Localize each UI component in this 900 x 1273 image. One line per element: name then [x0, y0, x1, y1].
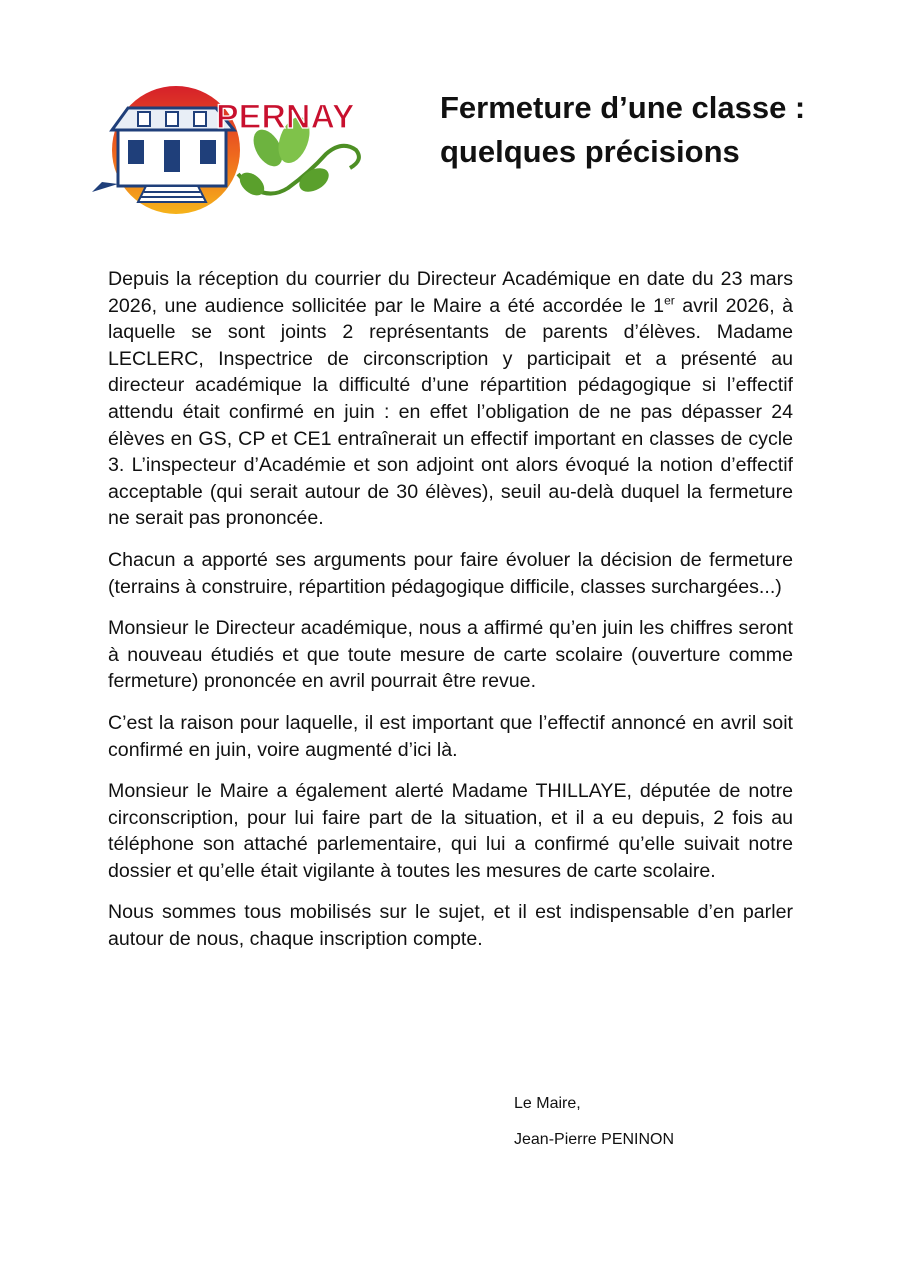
- letter-body: [108, 266, 793, 968]
- signature-block: [514, 1086, 674, 1158]
- pernay-logo-graphic: [88, 84, 368, 220]
- paragraph-4: C’est la raison pour laquelle, il est important que l’effectif annoncé en avril soit confirmé en juin, voire augmenté d’ici là.: [108, 711, 793, 761]
- logo-text: PERNAY: [216, 98, 355, 136]
- paragraph-6: Nous sommes tous mobilisés sur le sujet, et il est indispensable d’en parler autour de nous, chaque inscription compte.: [108, 901, 793, 951]
- paragraph-1-start: Depuis la réception du courrier du Directeur Académique en date du 23 mars 2026, une audience sollicitée par le Maire a été accordée le 1: [108, 268, 793, 317]
- signature-role: Le Maire,: [514, 1095, 581, 1112]
- signature-name: Jean-Pierre PENINON: [514, 1131, 675, 1148]
- paragraph-5: Monsieur le Maire a également alerté Madame THILLAYE, députée de notre circonscription, pour lui faire part de la situation, et il a eu depuis, 2 fois au téléphone son attaché parlementaire, qui lui a confirmé qu’elle suivait notre dossier et qu’elle était vigilante à toutes les mesures de carte scolaire.: [108, 780, 793, 882]
- page-title: Fermeture d’une classe : quelques précisions: [440, 90, 806, 169]
- pernay-logo: [88, 84, 368, 220]
- paragraph-2: Chacun a apporté ses arguments pour faire évoluer la décision de fermeture (terrains à construire, répartition pédagogique difficile, classes surchargées...): [108, 548, 793, 598]
- paragraph-1-superscript: er: [664, 293, 675, 308]
- paragraph-1-end: avril 2026, à laquelle se sont joints 2 représentants de parents d’élèves. Madame LECLERC, Inspectrice de circonscription y participait et a présenté au directeur académique la difficulté d’une répartition pédagogique si l’effectif attendu était confirmé en juin : en effet l’obligation de ne pas dépasser 24 élèves en GS, CP et CE1 entraînerait un effectif important en classes de cycle 3. L’inspecteur d’Académie et son adjoint ont alors évoqué la notion d’effectif acceptable (qui serait autour de 30 élèves), seuil au-delà duquel la fermeture ne serait pas prononcée.: [108, 294, 794, 530]
- paragraph-1: [108, 266, 793, 532]
- paragraph-3: Monsieur le Directeur académique, nous a affirmé qu’en juin les chiffres seront à nouveau étudiés et que toute mesure de carte scolaire (ouverture comme fermeture) prononcée en avril pourrait être revue.: [108, 617, 793, 693]
